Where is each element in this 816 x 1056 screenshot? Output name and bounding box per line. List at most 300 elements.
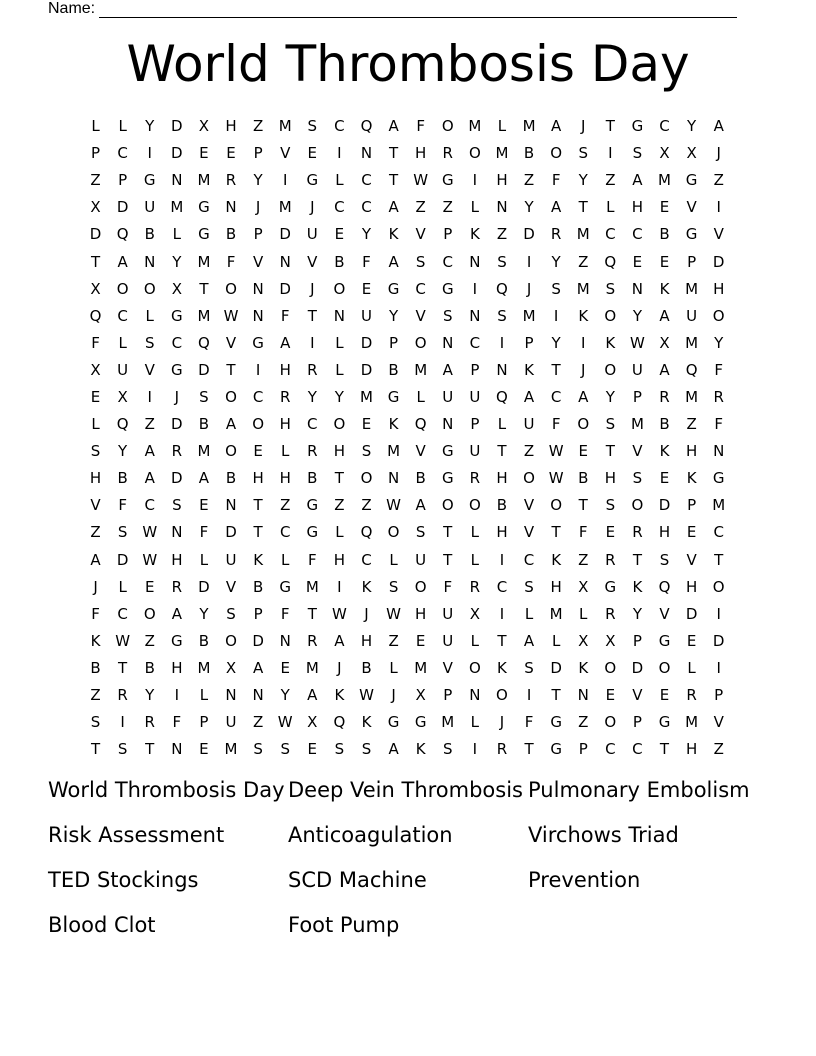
grid-letter: A	[280, 333, 291, 352]
grid-letter: M	[170, 198, 184, 217]
grid-letter: A	[523, 387, 535, 406]
grid-letter: M	[522, 117, 536, 136]
grid-letter: Z	[578, 252, 589, 271]
page-title: World Thrombosis Day	[126, 35, 690, 93]
grid-letter: S	[388, 577, 399, 596]
grid-letter: D	[171, 469, 183, 488]
grid-letter: C	[144, 496, 155, 515]
grid-letter: D	[360, 333, 373, 352]
grid-row	[82, 303, 732, 330]
grid-letter: U	[631, 360, 643, 379]
name-blank-line	[99, 2, 737, 18]
grid-letter: P	[199, 713, 209, 732]
grid-letter: T	[632, 550, 642, 569]
grid-letter: E	[605, 686, 616, 705]
grid-letter: H	[415, 144, 427, 163]
grid-letter: R	[307, 631, 318, 650]
grid-letter: M	[305, 577, 319, 596]
grid-letter: Y	[551, 252, 561, 271]
grid-letter: S	[117, 523, 128, 542]
grid-letter: A	[632, 171, 643, 190]
grid-letter: O	[414, 577, 427, 596]
grid-letter: N	[469, 252, 481, 271]
grid-letter: M	[278, 117, 292, 136]
grid-letter: S	[632, 469, 643, 488]
grid-letter: F	[443, 577, 453, 596]
grid-letter: G	[604, 577, 617, 596]
grid-letter: D	[658, 496, 671, 515]
grid-letter: W	[331, 604, 347, 623]
grid-letter: F	[280, 604, 290, 623]
grid-letter: B	[307, 469, 318, 488]
grid-letter: S	[605, 279, 616, 298]
grid-letter: Q	[360, 117, 373, 136]
grid-letter: S	[226, 604, 236, 623]
grid-letter: S	[605, 496, 616, 515]
grid-letter: A	[659, 306, 670, 325]
grid-letter: O	[333, 415, 346, 434]
grid-letter: J	[337, 658, 342, 677]
grid-letter: N	[279, 252, 291, 271]
grid-letter: H	[685, 740, 698, 759]
grid-letter: G	[306, 496, 319, 515]
grid-letter: O	[441, 117, 454, 136]
grid-letter: J	[391, 686, 396, 705]
grid-letter: H	[252, 469, 264, 488]
grid-letter: V	[686, 550, 697, 569]
grid-letter: S	[659, 550, 670, 569]
grid-letter: G	[550, 713, 562, 732]
grid-letter: V	[144, 360, 155, 379]
grid-letter: G	[306, 523, 319, 542]
grid-letter: J	[310, 279, 315, 298]
grid-letter: I	[147, 144, 152, 163]
grid-letter: C	[659, 117, 670, 136]
grid-letter: W	[413, 171, 429, 190]
grid-letter: B	[334, 252, 345, 271]
grid-letter: H	[171, 550, 183, 569]
grid-letter: W	[359, 686, 374, 705]
grid-letter: M	[576, 279, 590, 298]
grid-letter: W	[386, 496, 401, 515]
grid-letter: P	[118, 171, 128, 190]
word-list-item: Foot Pump	[288, 913, 400, 937]
grid-letter: L	[606, 198, 615, 217]
grid-letter: K	[388, 415, 399, 434]
grid-letter: F	[551, 171, 561, 190]
grid-row	[82, 248, 732, 275]
grid-row	[82, 574, 732, 601]
grid-letter: V	[713, 225, 724, 244]
grid-letter: L	[335, 171, 344, 190]
grid-letter: M	[414, 360, 428, 379]
grid-letter: D	[171, 117, 183, 136]
grid-letter: S	[199, 387, 209, 406]
grid-letter: D	[631, 658, 644, 677]
grid-letter: Z	[442, 198, 453, 217]
grid-letter: V	[225, 333, 237, 352]
grid-letter: I	[608, 144, 613, 163]
grid-letter: X	[225, 658, 237, 677]
grid-letter: Z	[388, 631, 399, 650]
grid-letter: G	[387, 387, 400, 406]
grid-letter: K	[605, 333, 616, 352]
grid-letter: H	[89, 469, 102, 488]
grid-letter: S	[90, 713, 101, 732]
grid-letter: F	[307, 550, 317, 569]
grid-letter: I	[553, 306, 559, 325]
grid-letter: C	[171, 333, 183, 352]
grid-letter: C	[496, 577, 508, 596]
grid-row	[82, 601, 732, 628]
grid-letter: P	[389, 333, 399, 352]
grid-letter: Q	[496, 279, 508, 298]
grid-letter: E	[361, 279, 372, 298]
grid-letter: V	[632, 686, 643, 705]
grid-letter: Y	[524, 198, 534, 217]
grid-letter: G	[550, 740, 562, 759]
grid-letter: O	[360, 469, 373, 488]
grid-letter: S	[307, 117, 318, 136]
grid-letter: L	[91, 117, 100, 136]
grid-letter: E	[415, 631, 426, 650]
grid-letter: O	[631, 496, 644, 515]
grid-letter: D	[279, 225, 291, 244]
grid-letter: A	[523, 631, 535, 650]
grid-letter: Z	[252, 117, 264, 136]
grid-letter: A	[388, 740, 399, 759]
grid-row	[82, 167, 732, 194]
grid-letter: A	[578, 387, 589, 406]
grid-letter: X	[415, 686, 426, 705]
grid-letter: B	[523, 144, 535, 163]
grid-letter: N	[171, 171, 183, 190]
grid-letter: H	[496, 523, 508, 542]
grid-letter: C	[713, 523, 724, 542]
grid-letter: Y	[280, 686, 290, 705]
grid-letter: O	[252, 415, 265, 434]
grid-letter: O	[387, 523, 400, 542]
grid-letter: T	[551, 523, 561, 542]
grid-letter: X	[171, 279, 182, 298]
grid-letter: G	[252, 333, 264, 352]
grid-letter: N	[469, 306, 481, 325]
grid-letter: Z	[523, 442, 535, 461]
grid-letter: B	[496, 496, 508, 515]
grid-letter: I	[472, 740, 478, 759]
grid-letter: L	[470, 523, 480, 542]
grid-letter: A	[388, 198, 399, 217]
grid-letter: N	[577, 686, 589, 705]
grid-letter: Z	[90, 523, 101, 542]
grid-letter: O	[116, 279, 129, 298]
grid-letter: I	[526, 686, 532, 705]
grid-letter: O	[468, 658, 481, 677]
grid-letter: H	[604, 469, 616, 488]
grid-letter: N	[225, 496, 237, 515]
grid-letter: W	[386, 604, 401, 623]
grid-letter: O	[712, 306, 725, 325]
grid-letter: E	[686, 523, 697, 542]
grid-letter: Z	[496, 225, 508, 244]
grid-letter: H	[279, 469, 291, 488]
grid-letter: R	[469, 469, 481, 488]
grid-letter: G	[441, 469, 454, 488]
grid-letter: N	[360, 144, 373, 163]
grid-letter: F	[578, 523, 588, 542]
grid-letter: H	[713, 279, 725, 298]
grid-letter: X	[469, 604, 480, 623]
grid-letter: R	[279, 387, 291, 406]
grid-letter: M	[414, 658, 428, 677]
grid-letter: W	[277, 713, 293, 732]
grid-letter: Q	[116, 225, 129, 244]
grid-letter: O	[225, 631, 237, 650]
grid-letter: P	[91, 144, 101, 163]
grid-letter: S	[172, 496, 182, 515]
grid-letter: V	[523, 496, 535, 515]
grid-letter: J	[499, 713, 505, 732]
grid-letter: E	[90, 387, 101, 406]
grid-letter: H	[496, 469, 508, 488]
grid-letter: T	[90, 252, 101, 271]
grid-letter: J	[716, 144, 721, 163]
grid-letter: P	[443, 225, 453, 244]
grid-letter: K	[253, 550, 264, 569]
grid-letter: U	[360, 306, 372, 325]
grid-letter: U	[144, 198, 156, 217]
grid-letter: Q	[496, 387, 508, 406]
grid-letter: F	[226, 252, 236, 271]
grid-letter: G	[685, 171, 698, 190]
grid-letter: U	[306, 225, 318, 244]
grid-letter: M	[278, 198, 292, 217]
grid-letter: F	[280, 306, 290, 325]
grid-letter: I	[716, 658, 721, 677]
grid-letter: C	[415, 279, 426, 298]
grid-letter: S	[524, 658, 534, 677]
grid-letter: B	[225, 469, 237, 488]
grid-letter: F	[714, 360, 724, 379]
grid-letter: S	[443, 740, 453, 759]
grid-letter: D	[279, 279, 291, 298]
grid-letter: C	[307, 415, 318, 434]
grid-letter: C	[632, 740, 643, 759]
grid-letter: S	[253, 740, 263, 759]
grid-letter: E	[686, 631, 697, 650]
grid-letter: R	[605, 550, 616, 569]
grid-letter: L	[281, 550, 290, 569]
grid-letter: K	[361, 713, 372, 732]
grid-letter: K	[659, 442, 670, 461]
grid-letter: K	[659, 279, 670, 298]
grid-letter: L	[470, 631, 480, 650]
grid-letter: V	[252, 252, 264, 271]
grid-letter: C	[469, 333, 481, 352]
grid-letter: N	[496, 360, 508, 379]
grid-letter: G	[171, 360, 183, 379]
grid-letter: Q	[685, 360, 698, 379]
grid-letter: M	[197, 306, 211, 325]
grid-letter: H	[333, 442, 346, 461]
grid-letter: N	[442, 333, 454, 352]
grid-letter: T	[145, 740, 155, 759]
grid-letter: L	[335, 523, 344, 542]
grid-letter: I	[337, 144, 342, 163]
grid-letter: T	[253, 496, 263, 515]
grid-letter: E	[199, 740, 209, 759]
grid-row	[82, 682, 732, 709]
grid-letter: R	[307, 360, 318, 379]
grid-letter: P	[578, 740, 588, 759]
grid-letter: R	[307, 442, 318, 461]
grid-letter: M	[197, 442, 211, 461]
grid-letter: E	[280, 658, 290, 677]
grid-letter: M	[197, 171, 211, 190]
grid-letter: H	[279, 360, 291, 379]
grid-letter: D	[116, 198, 129, 217]
grid-letter: X	[307, 713, 318, 732]
grid-letter: N	[279, 631, 291, 650]
grid-letter: L	[118, 333, 127, 352]
grid-row	[82, 113, 732, 140]
grid-letter: C	[334, 198, 345, 217]
grid-letter: S	[90, 442, 101, 461]
grid-letter: O	[550, 496, 563, 515]
grid-letter: N	[496, 198, 508, 217]
grid-letter: F	[416, 117, 425, 136]
grid-letter: I	[716, 198, 721, 217]
grid-letter: S	[361, 740, 372, 759]
grid-letter: P	[632, 713, 642, 732]
grid-letter: T	[714, 550, 724, 569]
grid-letter: Z	[415, 198, 426, 217]
grid-letter: A	[252, 658, 264, 677]
grid-letter: N	[713, 442, 725, 461]
grid-letter: T	[659, 740, 670, 759]
grid-letter: W	[548, 442, 564, 461]
grid-letter: P	[714, 686, 724, 705]
grid-letter: T	[551, 686, 561, 705]
grid-letter: I	[499, 550, 505, 569]
grid-letter: X	[686, 144, 697, 163]
grid-letter: A	[198, 469, 210, 488]
grid-letter: F	[714, 415, 724, 434]
grid-letter: E	[199, 496, 209, 515]
grid-letter: T	[226, 360, 236, 379]
grid-letter: I	[472, 171, 478, 190]
grid-letter: Z	[578, 713, 589, 732]
grid-letter: H	[171, 658, 183, 677]
grid-letter: G	[143, 171, 156, 190]
grid-letter: L	[281, 442, 290, 461]
grid-letter: B	[659, 415, 670, 434]
letter-grid	[82, 113, 732, 763]
grid-letter: S	[117, 740, 128, 759]
grid-letter: L	[389, 658, 398, 677]
grid-letter: U	[442, 387, 454, 406]
grid-letter: Y	[361, 225, 372, 244]
grid-letter: S	[415, 252, 426, 271]
grid-letter: B	[90, 658, 101, 677]
grid-letter: H	[360, 631, 373, 650]
grid-letter: Z	[280, 496, 291, 515]
grid-letter: L	[335, 360, 344, 379]
grid-letter: M	[197, 658, 211, 677]
grid-letter: U	[442, 631, 454, 650]
grid-letter: B	[117, 469, 128, 488]
grid-letter: E	[226, 144, 236, 163]
grid-letter: P	[253, 144, 263, 163]
grid-letter: O	[143, 279, 156, 298]
grid-letter: F	[524, 713, 534, 732]
grid-row	[82, 465, 732, 492]
grid-letter: R	[605, 604, 616, 623]
grid-letter: E	[659, 252, 670, 271]
grid-letter: F	[362, 252, 371, 271]
name-label: Name:	[48, 0, 96, 17]
grid-letter: D	[712, 631, 725, 650]
grid-letter: S	[334, 740, 345, 759]
grid-letter: M	[495, 144, 509, 163]
grid-letter: L	[687, 658, 696, 677]
grid-letter: F	[118, 496, 127, 515]
grid-letter: E	[144, 577, 155, 596]
grid-letter: D	[198, 360, 210, 379]
grid-row	[82, 384, 732, 411]
grid-letter: L	[199, 550, 209, 569]
grid-letter: T	[118, 658, 128, 677]
grid-letter: O	[225, 442, 237, 461]
grid-letter: Y	[632, 604, 642, 623]
grid-letter: D	[523, 225, 535, 244]
grid-row	[82, 357, 732, 384]
grid-letter: S	[361, 442, 372, 461]
grid-letter: U	[686, 306, 698, 325]
grid-letter: M	[685, 279, 699, 298]
grid-letter: E	[307, 740, 318, 759]
grid-letter: D	[89, 225, 102, 244]
grid-letter: C	[117, 144, 128, 163]
grid-letter: A	[551, 117, 562, 136]
grid-letter: M	[549, 604, 563, 623]
grid-letter: L	[551, 631, 561, 650]
grid-letter: C	[252, 387, 264, 406]
grid-letter: V	[686, 198, 697, 217]
grid-row	[82, 709, 732, 736]
grid-letter: V	[90, 496, 101, 515]
grid-letter: I	[282, 171, 288, 190]
grid-letter: Z	[713, 171, 724, 190]
grid-letter: V	[713, 713, 724, 732]
grid-letter: L	[199, 686, 209, 705]
grid-letter: R	[686, 686, 697, 705]
grid-letter: F	[551, 415, 561, 434]
grid-letter: O	[604, 713, 617, 732]
grid-letter: Q	[658, 577, 671, 596]
grid-letter: C	[605, 225, 616, 244]
grid-letter: M	[360, 387, 373, 406]
grid-letter: I	[255, 360, 261, 379]
grid-letter: Z	[334, 496, 345, 515]
word-list	[48, 776, 788, 940]
grid-letter: R	[171, 442, 183, 461]
grid-letter: X	[605, 631, 616, 650]
grid-letter: T	[253, 523, 263, 542]
grid-letter: L	[335, 333, 344, 352]
grid-letter: K	[388, 225, 399, 244]
grid-letter: S	[632, 144, 643, 163]
